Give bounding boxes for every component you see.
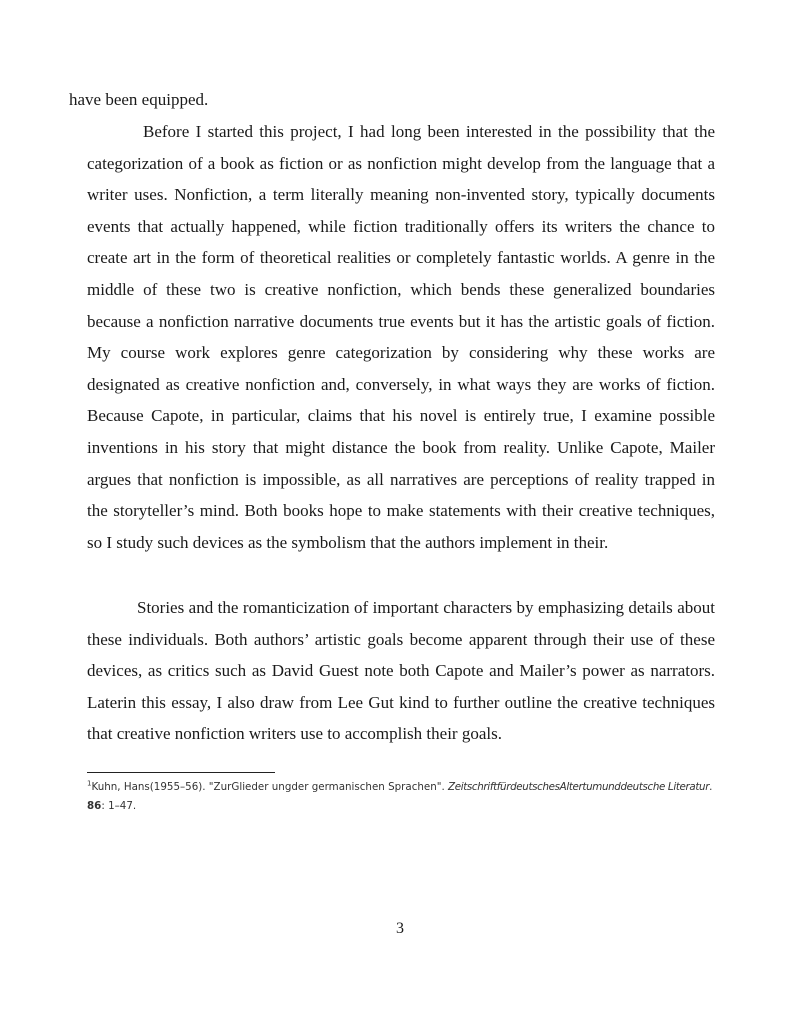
footnote-marker: 1 bbox=[87, 779, 92, 788]
footnote-separator bbox=[87, 772, 275, 773]
footnote-citation: Kuhn, Hans(1955–56). "ZurGlieder ungder germanischen Sprachen". bbox=[91, 781, 449, 793]
page-number: 3 bbox=[396, 920, 404, 937]
footnote-punctuation: . bbox=[709, 781, 713, 793]
continuation-line: have been equipped. bbox=[69, 90, 209, 109]
body-paragraph: Before I started this project, I had long been interested in the possibility that the categorization of a book as fiction or as nonfiction might develop from the language that a writer uses. Nonfiction, a term literally meaning non-invented story, typically documents events that actually happened, while fiction traditionally offers its writers the chance to create art in the form of theoretical realities or completely fantastic worlds. A genre in the middle of these two is creative nonfiction, which bends these generalized boundaries because a nonfiction narrative documents true events but it has the artistic goals of fiction. My course work explores genre categorization by considering why these works are designated as creative nonfiction and, conversely, in what ways they are works of fiction. Because Capote, in particular, claims that his novel is entirely true, I examine possible inventions in his story that might distance the book from reality. Unlike Capote, Mailer argues that nonfiction is impossible, as all narratives are perceptions of reality trapped in the storyteller’s mind. Both books hope to make statements with their creative techniques, so I study such devices as the symbolism that the authors implement in their. bbox=[87, 122, 715, 552]
footnote bbox=[87, 778, 719, 815]
footnote-journal: ZeitschriftfürdeutschesAltertumunddeutsche Literatur bbox=[448, 781, 710, 793]
footnote-volume: 86 bbox=[87, 799, 102, 812]
body-paragraph: Stories and the romanticization of important characters by emphasizing details about these individuals. Both authors’ artistic goals become apparent through their use of these devices, as critics such as David Guest note both Capote and Mailer’s power as narrators. Laterin this essay, I also draw from Lee Gut kind to further outline the creative techniques that creative nonfiction writers use to accomplish their goals. bbox=[87, 598, 715, 744]
footnote-pages: : 1–47. bbox=[101, 799, 137, 812]
